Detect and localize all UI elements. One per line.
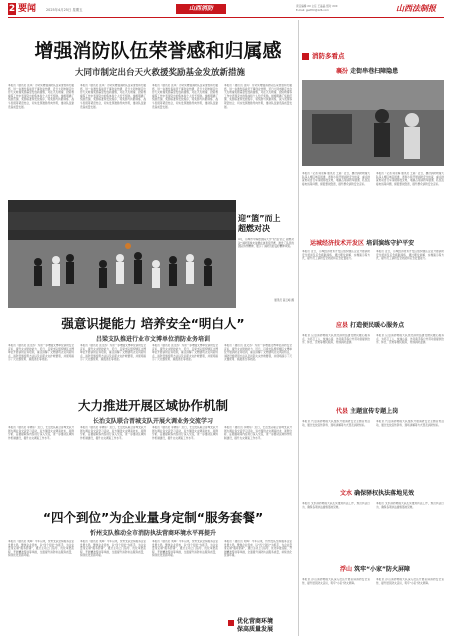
sidebar-item-4-body-b: 本报讯 代县消防救援大队组织开展消防安全主题宣传活动，通过发放宣传资料、现场讲解等方式普及消防知识。 bbox=[376, 420, 444, 427]
sidebar-item-3-body-b: 本报讯 应县消防救援大队依托消防站建设便民暖心服务点，为环卫工人、快递小哥、外卖骑手等户外劳动者提供饮水、休息、充电等便民服务，传递消防温情。 bbox=[376, 334, 444, 345]
inspection-scene-illustration bbox=[302, 80, 444, 166]
sidebar-item-2-city: 运城经济技术开发区 bbox=[310, 240, 365, 247]
story2-subhead: 吕梁支队推进行业市文博单位消防业务培训 bbox=[95, 336, 210, 343]
sidebar-item-1-body-a: 本报讯（记者 郭永梅 通讯员 王斌）近日，襄汾消防救援大队深入辖区城区街道、背街小巷开展消防安全检查，重点排查电动自行车违规停放充电、堵塞占用消防车通道、私拉乱接电线等问题，督促整改隐患，提升群众消防安全意识。 bbox=[302, 172, 370, 186]
story3-headline: 大力推进开展区域协作机制 bbox=[77, 398, 228, 413]
sidebar-item-6-city: 浮山 bbox=[340, 566, 353, 573]
story3-body-col-2: 本报讯（通讯员 李晓东）近日，长治支队联合晋城支队开展火调业务交流学习活动，双方围绕火灾调查技术、案例分析、证据提取等内容进行深入交流，进一步推动区域协作机制建设，提升火灾调查工作水平。 bbox=[80, 426, 146, 440]
sidebar-item-5-body-b: 本报讯 文水消防救援大队扎实推进执法工作，规范执法行为，确保各项执法措施落地见效。 bbox=[376, 502, 444, 509]
story3-body-col-4: 本报讯（通讯员 李晓东）近日，长治支队联合晋城支队开展火调业务交流学习活动，双方围绕火灾调查技术、案例分析、证据提取等内容进行深入交流，进一步推动区域协作机制建设，提升火灾调查工作水平。 bbox=[224, 426, 292, 440]
sidebar-item-2-body-b: 本报讯 近日，运城经济技术开发区组织辖区企业开展消防安全培训及应急疏散演练，通过理论讲解、实操演示等方式，提升员工消防安全技能和应急处置能力。 bbox=[376, 250, 444, 261]
sidebar-item-1-headline: 走街串巷扫障隐患 bbox=[350, 68, 399, 75]
story4-subhead: 忻州支队推动全市消防执法营商环境水平再提升 bbox=[89, 530, 216, 537]
sidebar-item-3-city: 应县 bbox=[336, 322, 349, 329]
story3-subhead: 长治支队联合晋城支队开展火调业务交流学习 bbox=[92, 418, 213, 425]
sidebar-item-1-city: 襄汾 bbox=[336, 68, 349, 75]
story4-body-col-4: 本报讯（通讯员 刘辉）今年以来，忻州支队坚持服务企业发展大局，聚焦企业需求，以“四个到位”为抓手，为企业量身定制“服务套餐”，通过主动上门指导、优化审批流程、开展精准帮扶等举措，全面提升消防执法服务质量，持续优化营商环境。 bbox=[224, 540, 292, 558]
story4-body-col-1: 本报讯（通讯员 刘辉）今年以来，忻州支队坚持服务企业发展大局，聚焦企业需求，以“四个到位”为抓手，为企业量身定制“服务套餐”，通过主动上门指导、优化审批流程、开展精准帮扶等举措，全面提升消防执法服务质量，持续优化营商环境。 bbox=[8, 540, 74, 558]
story4-body-col-2: 本报讯（通讯员 刘辉）今年以来，忻州支队坚持服务企业发展大局，聚焦企业需求，以“四个到位”为抓手，为企业量身定制“服务套餐”，通过主动上门指导、优化审批流程、开展精准帮扶等举措，全面提升消防执法服务质量，持续优化营商环境。 bbox=[80, 540, 146, 558]
sidebar-item-2-title bbox=[310, 240, 444, 248]
sidebar-item-4-city: 代县 bbox=[336, 408, 349, 415]
story2-body-col-4: 本报讯（通讯员 张文涛）为进一步增强文博单位消防安全意识，提升火灾防控能力，近日，吕梁支队组织辖区文博单位开展消防业务培训，重点讲解了文物建筑火灾风险特点、消防设施使用方法以及初起火灾扑救要领，并现场演示了灭火器使用、疏散逃生等技能。 bbox=[224, 344, 292, 362]
sidebar-item-5-body-a: 本报讯 文水消防救援大队扎实推进执法工作，规范执法行为，确保各项执法措施落地见效。 bbox=[302, 502, 370, 509]
sidebar-item-6-title bbox=[340, 566, 444, 574]
sidebar-header-mark bbox=[302, 53, 309, 60]
story3-body-col-3: 本报讯（通讯员 李晓东）近日，长治支队联合晋城支队开展火调业务交流学习活动，双方围绕火灾调查技术、案例分析、证据提取等内容进行深入交流，进一步推动区域协作机制建设，提升火灾调查工作水平。 bbox=[152, 426, 218, 440]
date-line: 2025年4月25日 星期五 bbox=[46, 8, 83, 12]
sidebar-item-5-headline: 确保驿权执法落地见效 bbox=[354, 490, 415, 497]
editor-contact: 责任编辑 XX 主任 王晶晶 组对 XXX bbox=[296, 5, 338, 8]
sidebar-item-5-city: 文水 bbox=[340, 490, 353, 497]
sidebar-item-5-title bbox=[340, 490, 444, 498]
badge-line-1: 优化营商环境 bbox=[237, 618, 274, 625]
sidebar-item-2-headline: 培训演练守护平安 bbox=[366, 240, 415, 247]
column-divider bbox=[298, 20, 299, 636]
story4-headline: “四个到位”为企业量身定制“服务套餐” bbox=[42, 510, 264, 525]
masthead bbox=[8, 3, 444, 17]
sidebar-item-4-body-a: 本报讯 代县消防救援大队组织开展消防安全主题宣传活动，通过发放宣传资料、现场讲解等方式普及消防知识。 bbox=[302, 420, 370, 427]
story2-body-col-2: 本报讯（通讯员 张文涛）为进一步增强文博单位消防安全意识，提升火灾防控能力，近日，吕梁支队组织辖区文博单位开展消防业务培训，重点讲解了文物建筑火灾风险特点、消防设施使用方法以及初起火灾扑救要领，并现场演示了灭火器使用、疏散逃生等技能。 bbox=[80, 344, 146, 362]
basketball-photo bbox=[8, 200, 236, 308]
sidebar-item-4-title bbox=[336, 408, 444, 416]
sidebar-item-1-title bbox=[336, 68, 444, 76]
story3-body-col-1: 本报讯（通讯员 李晓东）近日，长治支队联合晋城支队开展火调业务交流学习活动，双方围绕火灾调查技术、案例分析、证据提取等内容进行深入交流，进一步推动区域协作机制建设，提升火灾调查工作水平。 bbox=[8, 426, 74, 440]
lead-body-col-3: 本报讯（通讯员 张风）为切实增强消防队伍荣誉感和归属感，进一步激发指战员干事创业热情，近日大同市制定出台天火救援奖励基金发放新措施，对在灭火救援、抢险救援等工作中表现突出的集体和个人给予奖励。措施明确了奖励范围、奖励标准和发放程序，将奖励与执勤训练、战斗表现等紧密结合，切实发挥激励导向作用，推动队伍建设高质量发展。 bbox=[152, 84, 218, 109]
paper-logo: 山西法制报 bbox=[396, 4, 436, 13]
sidebar-item-6-body-b: 本报讯 浮山消防救援大队深入社区开展家庭消防安全宣传，提升居民防火意识，筑牢“小家”防火屏障。 bbox=[376, 578, 444, 585]
photo-title-a: 迎“篮”而上 bbox=[238, 214, 281, 223]
sidebar-item-3-title bbox=[336, 322, 444, 330]
section-title-banner: 山西消防 bbox=[176, 4, 226, 14]
sidebar-item-3-headline: 打造便民暖心服务点 bbox=[350, 322, 405, 329]
sidebar-item-6-body-a: 本报讯 浮山消防救援大队深入社区开展家庭消防安全宣传，提升居民防火意识，筑牢“小家”防火屏障。 bbox=[302, 578, 370, 585]
bottom-badge bbox=[228, 618, 296, 636]
editor-email: E-mail: gsxfXX@126.com bbox=[296, 9, 329, 12]
lead-body-col-2: 本报讯（通讯员 张风）为切实增强消防队伍荣誉感和归属感，进一步激发指战员干事创业热情，近日大同市制定出台天火救援奖励基金发放新措施，对在灭火救援、抢险救援等工作中表现突出的集体和个人给予奖励。措施明确了奖励范围、奖励标准和发放程序，将奖励与执勤训练、战斗表现等紧密结合，切实发挥激励导向作用，推动队伍建设高质量发展。 bbox=[80, 84, 146, 109]
story2-body-col-1: 本报讯（通讯员 张文涛）为进一步增强文博单位消防安全意识，提升火灾防控能力，近日，吕梁支队组织辖区文博单位开展消防业务培训，重点讲解了文物建筑火灾风险特点、消防设施使用方法以及初起火灾扑救要领，并现场演示了灭火器使用、疏散逃生等技能。 bbox=[8, 344, 74, 362]
lead-body-col-1: 本报讯（通讯员 张风）为切实增强消防队伍荣誉感和归属感，进一步激发指战员干事创业热情，近日大同市制定出台天火救援奖励基金发放新措施，对在灭火救援、抢险救援等工作中表现突出的集体和个人给予奖励。措施明确了奖励范围、奖励标准和发放程序，将奖励与执勤训练、战斗表现等紧密结合，切实发挥激励导向作用，推动队伍建设高质量发展。 bbox=[8, 84, 74, 109]
photo-credit: 通讯员 高云峰 摄 bbox=[274, 299, 294, 302]
masthead-rule bbox=[8, 17, 444, 18]
lead-subhead: 大同市制定出台天火救援奖励基金发放新措施 bbox=[74, 68, 245, 78]
story4-body-col-3: 本报讯（通讯员 刘辉）今年以来，忻州支队坚持服务企业发展大局，聚焦企业需求，以“四个到位”为抓手，为企业量身定制“服务套餐”，通过主动上门指导、优化审批流程、开展精准帮扶等举措，全面提升消防执法服务质量，持续优化营商环境。 bbox=[152, 540, 218, 558]
badge-square bbox=[228, 620, 234, 626]
sidebar-item-4-headline: 主题宣传专题上岗 bbox=[350, 408, 399, 415]
photo-caption: 4月，运城市中海德国际大学“迎‘篮’而上 超燃对决”消防篮球友谊赛在体育馆开赛，激发了队员的团队协作精神，展示了消防员的良好精神风貌。 bbox=[238, 238, 294, 249]
photo-caption-box bbox=[238, 214, 294, 302]
basketball-court-illustration bbox=[8, 200, 236, 308]
sidebar-header bbox=[302, 52, 444, 61]
badge-line-2: 保高质量发展 bbox=[237, 626, 274, 633]
story2-body-col-3: 本报讯（通讯员 张文涛）为进一步增强文博单位消防安全意识，提升火灾防控能力，近日，吕梁支队组织辖区文博单位开展消防业务培训，重点讲解了文物建筑火灾风险特点、消防设施使用方法以及初起火灾扑救要领，并现场演示了灭火器使用、疏散逃生等技能。 bbox=[152, 344, 218, 362]
sidebar-item-3-body-a: 本报讯 应县消防救援大队依托消防站建设便民暖心服务点，为环卫工人、快递小哥、外卖骑手等户外劳动者提供饮水、休息、充电等便民服务，传递消防温情。 bbox=[302, 334, 370, 345]
sidebar-item-1-body-b: 本报讯（记者 郭永梅 通讯员 王斌）近日，襄汾消防救援大队深入辖区城区街道、背街小巷开展消防安全检查，重点排查电动自行车违规停放充电、堵塞占用消防车通道、私拉乱接电线等问题，督促整改隐患，提升群众消防安全意识。 bbox=[376, 172, 444, 186]
sidebar-item-6-headline: 筑牢“小家”防火屏障 bbox=[354, 566, 410, 573]
photo-title-b: 超燃对决 bbox=[238, 224, 270, 233]
sidebar-photo-1 bbox=[302, 80, 444, 166]
story2-headline: 强意识提能力 培养安全“明白人” bbox=[61, 316, 245, 331]
lead-headline: 增强消防队伍荣誉感和归属感 bbox=[34, 40, 282, 62]
section-label: 要闻 bbox=[18, 4, 37, 14]
lead-body-col-4: 本报讯（通讯员 张风）为切实增强消防队伍荣誉感和归属感，进一步激发指战员干事创业热情，近日大同市制定出台天火救援奖励基金发放新措施，对在灭火救援、抢险救援等工作中表现突出的集体和个人给予奖励。措施明确了奖励范围、奖励标准和发放程序，将奖励与执勤训练、战斗表现等紧密结合，切实发挥激励导向作用，推动队伍建设高质量发展。 bbox=[224, 84, 292, 109]
sidebar-header-label: 消防多看点 bbox=[312, 52, 345, 60]
page-number-badge: 2 bbox=[8, 4, 16, 14]
sidebar-item-2-body-a: 本报讯 近日，运城经济技术开发区组织辖区企业开展消防安全培训及应急疏散演练，通过理论讲解、实操演示等方式，提升员工消防安全技能和应急处置能力。 bbox=[302, 250, 370, 261]
